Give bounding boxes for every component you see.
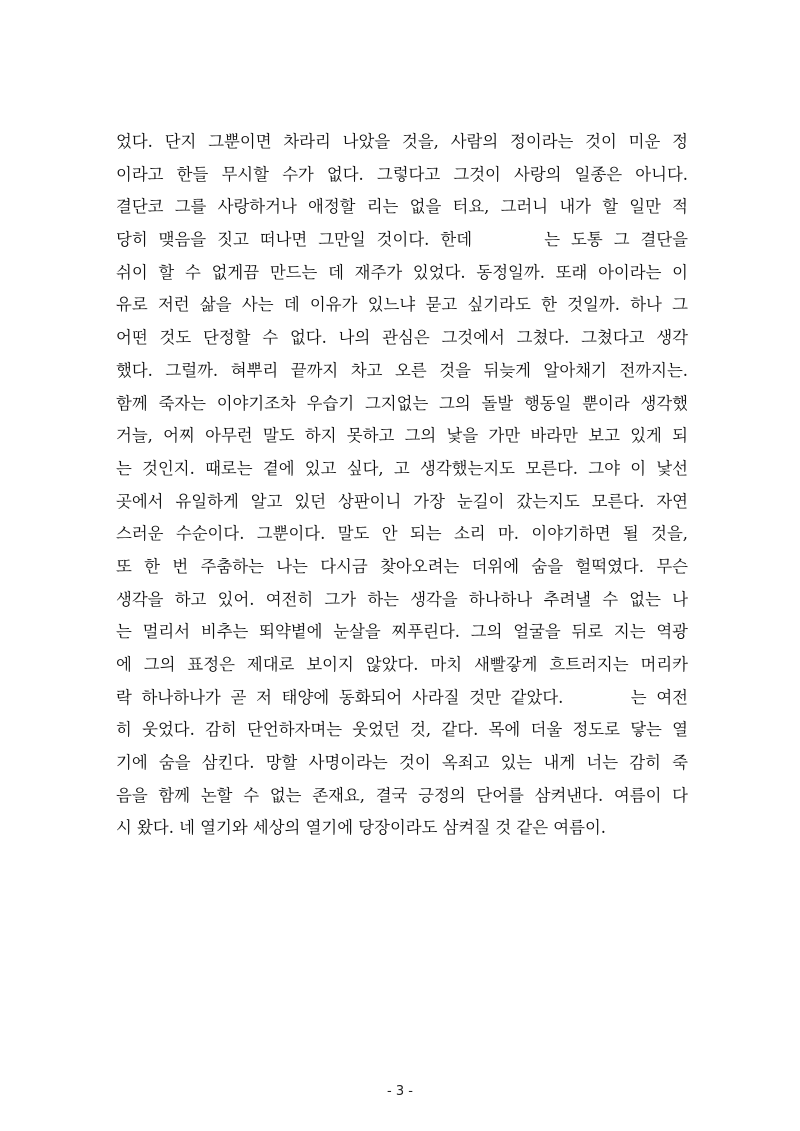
text-line: 에 그의 표정은 제대로 보이지 않았다. 마치 새빨갛게 흐트러지는 머리카 <box>116 655 688 674</box>
text-line: 거늘, 어찌 아무런 말도 하지 못하고 그의 낯을 가만 바라만 보고 있게 되 <box>116 426 688 446</box>
text-line: 히 웃었다. 감히 단언하자며는 웃었던 것, 같다. 목에 더울 정도로 닿는 열 <box>116 720 688 740</box>
text-line: 스러운 수순이다. 그뿐이다. 말도 안 되는 소리 마. 이야기하면 될 것을, <box>116 524 688 544</box>
text-line: 시 왔다. 네 열기와 세상의 열기에 당장이라도 삼켜질 것 같은 여름이. <box>116 818 607 838</box>
text-line: 생각을 하고 있어. 여전히 그가 하는 생각을 하나하나 추려낼 수 없는 나 <box>116 589 688 609</box>
text-line: 음을 함께 논할 수 없는 존재요, 결국 긍정의 단어를 삼켜낸다. 여름이 다 <box>116 785 688 805</box>
text-line: 는 것인지. 때로는 곁에 있고 싶다, 고 생각했는지도 모른다. 그야 이 낯선 <box>116 458 688 478</box>
text-line: 기에 숨을 삼킨다. 망할 사명이라는 것이 옥죄고 있는 내게 너는 감히 죽 <box>116 753 688 773</box>
text-line: 쉬이 할 수 없게끔 만드는 데 재주가 있었다. 동정일까. 또래 아이라는 이 <box>116 262 688 282</box>
text-line: 결단코 그를 사랑하거나 애정할 리는 없을 터요, 그러니 내가 할 일만 적 <box>116 197 688 217</box>
text-line: 또 한 번 주춤하는 나는 다시금 찾아오려는 더위에 숨을 헐떡였다. 무슨 <box>116 556 688 576</box>
text-line: 었다. 단지 그뿐이면 차라리 나았을 것을, 사람의 정이라는 것이 미운 정 <box>116 132 688 151</box>
text-line: 락 하나하나가 곧 저 태양에 동화되어 사라질 것만 같았다. 는 여전 <box>116 687 688 707</box>
document-body <box>116 126 688 845</box>
text-line: 는 멀리서 비추는 뙤약볕에 눈살을 찌푸린다. 그의 얼굴을 뒤로 지는 역광 <box>116 622 688 642</box>
text-line: 유로 저런 삶을 사는 데 이유가 있느냐 묻고 싶기라도 한 것일까. 하나 그 <box>116 295 688 315</box>
text-line: 곳에서 유일하게 알고 있던 상판이니 가장 눈길이 갔는지도 모른다. 자연 <box>116 491 688 511</box>
text-line: 어떤 것도 단정할 수 없다. 나의 관심은 그것에서 그쳤다. 그쳤다고 생각 <box>116 328 688 348</box>
page-number: - 3 - <box>387 1084 413 1099</box>
text-line: 이라고 한들 무시할 수가 없다. 그렇다고 그것이 사랑의 일종은 아니다. <box>116 164 688 184</box>
text-line: 당히 맺음을 짓고 떠나면 그만일 것이다. 한데 는 도통 그 결단을 <box>116 230 688 250</box>
text-line: 함께 죽자는 이야기조차 우습기 그지없는 그의 돌발 행동일 뿐이라 생각했 <box>116 393 688 413</box>
text-line: 했다. 그럴까. 혀뿌리 끝까지 차고 오른 것을 뒤늦게 알아채기 전까지는. <box>116 360 688 380</box>
